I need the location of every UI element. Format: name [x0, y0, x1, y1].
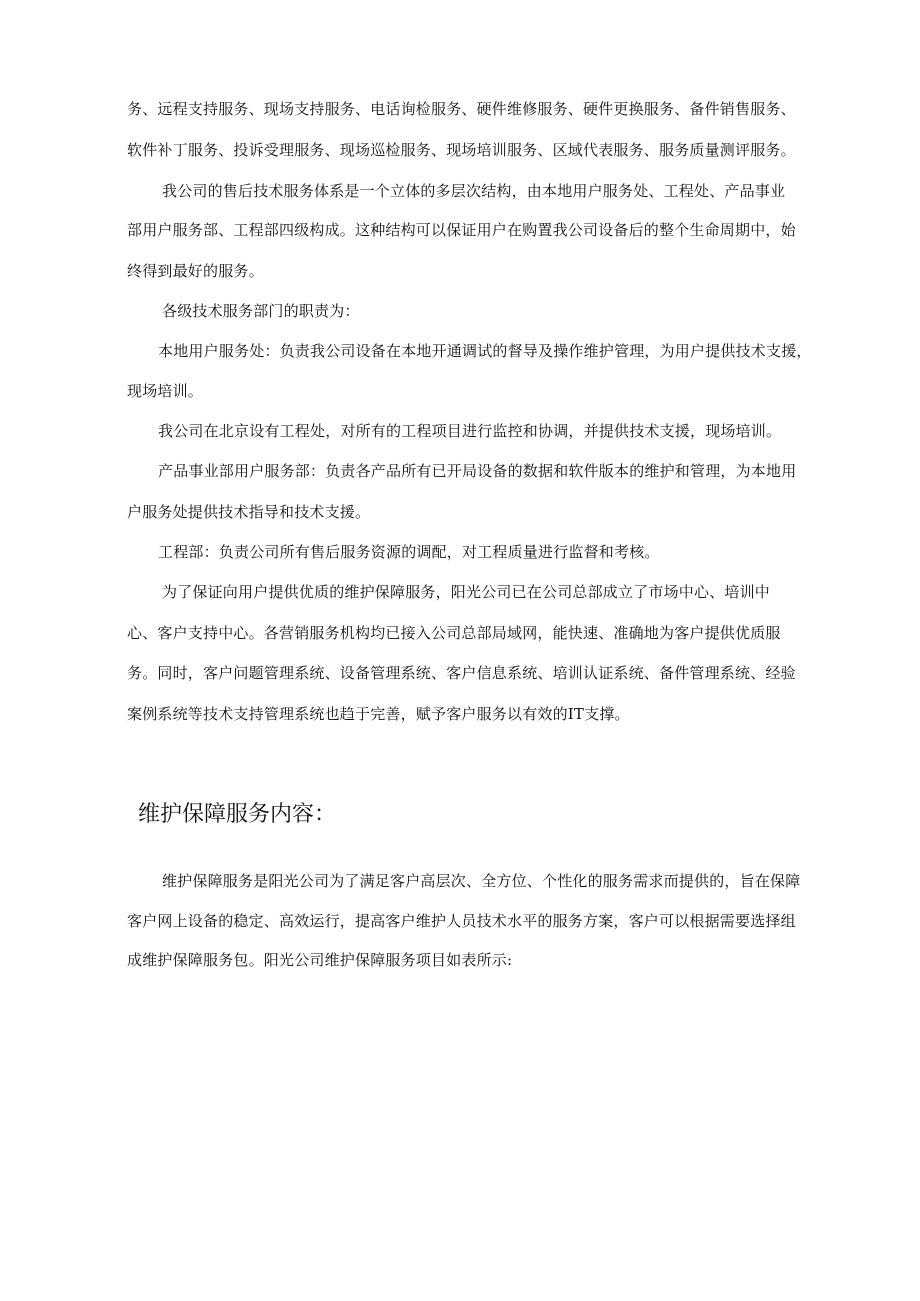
text-line: 成维护保障服务包。阳光公司维护保障服务项目如表所示: [127, 951, 513, 969]
text-line: 户服务处提供技术指导和技术支援。 [127, 503, 371, 521]
section-heading: 维护保障服务内容： [138, 802, 337, 827]
text-line: 软件补丁服务、投诉受理服务、现场巡检服务、现场培训服务、区域代表服务、服务质量测评服务。 [127, 141, 796, 159]
text-line: 客户网上设备的稳定、高效运行，提高客户维护人员技术水平的服务方案，客户可以根据需要选择组 [127, 912, 796, 930]
text-line: 工程部：负责公司所有售后服务资源的调配，对工程质量进行监督和考核。 [158, 543, 660, 561]
text-line: 我公司的售后技术服务体系是一个立体的多层次结构，由本地用户服务处、工程处、产品事业 [162, 182, 786, 200]
text-line: 心、客户支持中心。各营销服务机构均已接入公司总部局域网，能快速、准确地为客户提供优质服 [127, 624, 781, 642]
text-line: 现场培训。 [127, 382, 204, 400]
text-line: 我公司在北京设有工程处，对所有的工程项目进行监控和协调，并提供技术支援，现场培训。 [158, 422, 782, 440]
text-line: 案例系统等技术支持管理系统也趋于完善，赋予客户服务以有效的IT支撑。 [127, 705, 630, 723]
text-line: 务。同时，客户问题管理系统、设备管理系统、客户信息系统、培训认证系统、备件管理系统、经验 [127, 664, 796, 682]
text-line: 终得到最好的服务。 [127, 262, 264, 280]
text-line: 务、远程支持服务、现场支持服务、电话询检服务、硬件维修服务、硬件更换服务、备件销售服务、 [127, 100, 796, 118]
text-line: 为了保证向用户提供优质的维护保障服务，阳光公司已在公司总部成立了市场中心、培训中 [162, 583, 771, 601]
text-line: 维护保障服务是阳光公司为了满足客户高层次、全方位、个性化的服务需求而提供的，旨在保障 [162, 872, 801, 890]
text-line: 产品事业部用户服务部：负责各产品所有已开局设备的数据和软件版本的维护和管理，为本地用 [158, 462, 797, 480]
text-line: 部用户服务部、工程部四级构成。这种结构可以保证用户在购置我公司设备后的整个生命周期中，始 [127, 221, 796, 239]
text-line: 各级技术服务部门的职责为： [162, 302, 360, 320]
text-line: 本地用户服务处：负责我公司设备在本地开通调试的督导及操作维护管理，为用户提供技术支援， [158, 342, 812, 360]
